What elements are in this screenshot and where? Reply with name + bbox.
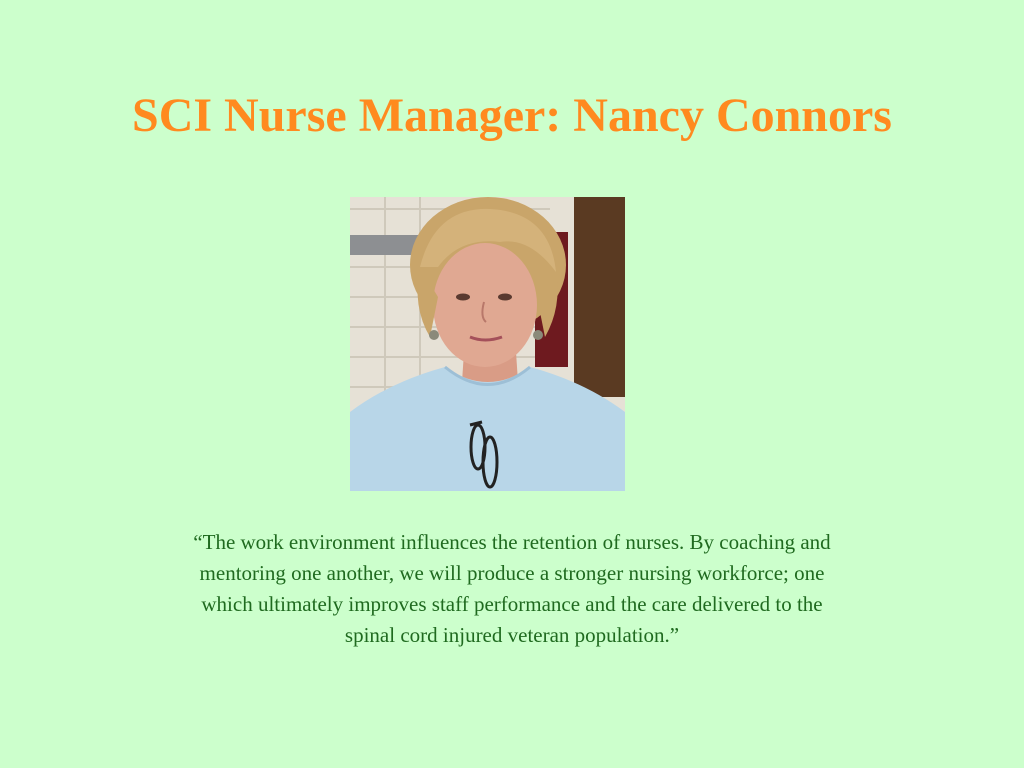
portrait-photo [350, 197, 625, 491]
quote-text [110, 527, 914, 651]
slide-title: SCI Nurse Manager: Nancy Connors [132, 89, 892, 142]
quote-line: “The work environment influences the retention of nurses. By coaching and [193, 530, 831, 554]
quote-line: which ultimately improves staff performance and the care delivered to the [201, 592, 823, 616]
quote-line: spinal cord injured veteran population.” [344, 623, 680, 647]
quote-line: mentoring one another, we will produce a stronger nursing workforce; one [199, 561, 825, 585]
